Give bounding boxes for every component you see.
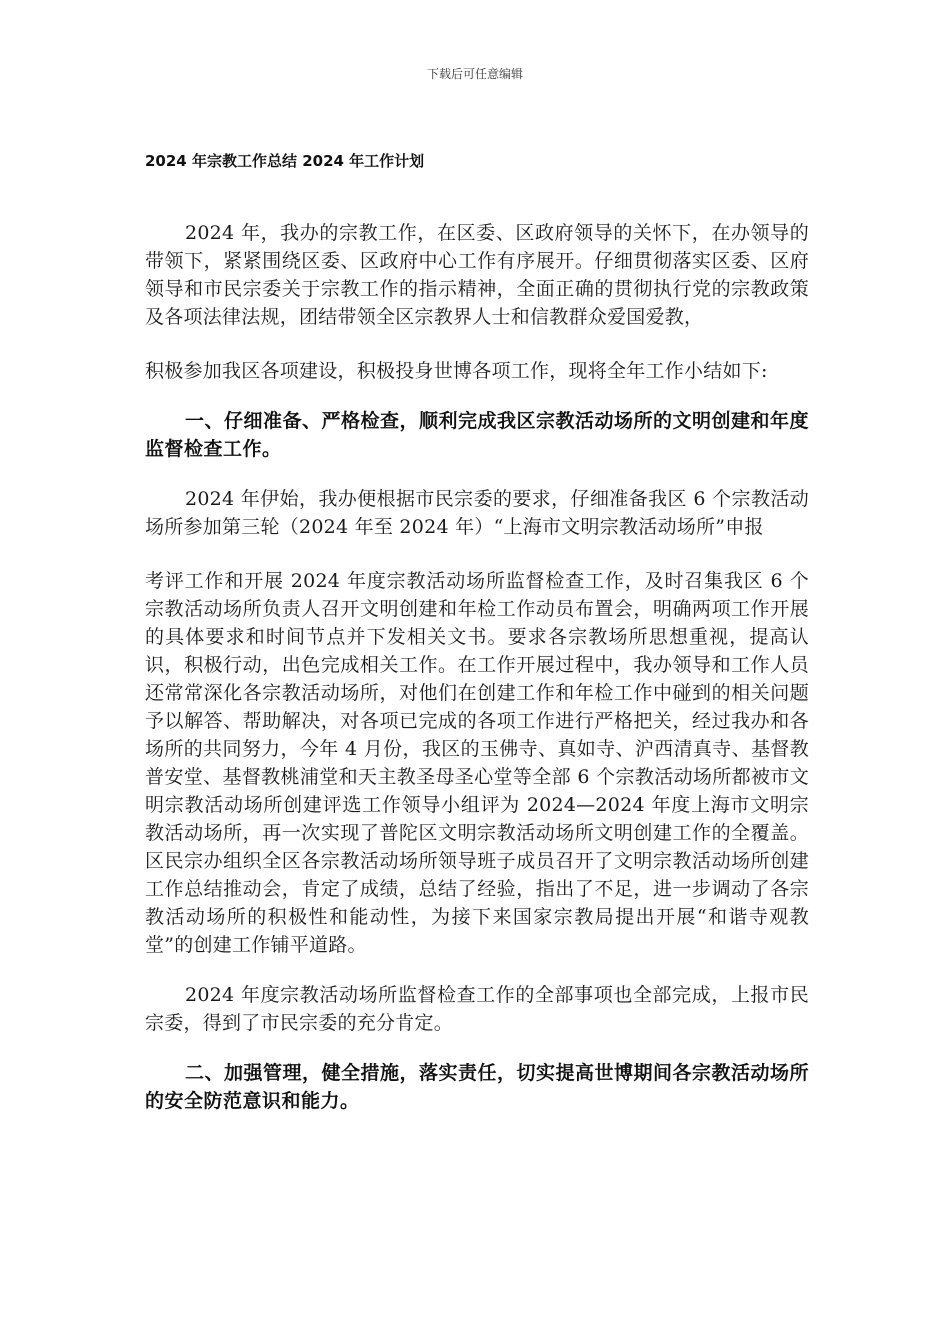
document-title: 2024 年宗教工作总结 2024 年工作计划 <box>145 152 425 170</box>
document-body <box>145 219 809 1115</box>
paragraph-section-1-b: 考评工作和开展 2024 年度宗教活动场所监督检查工作，及时召集我区 6 个宗教活动场所负责人召开文明创建和年检工作动员布置会，明确两项工作开展的具体要求和时间节点并下发相关文书。要求各宗教场所思想重视，提高认识，积极行动，出色完成相关工作。在工作开展过程中，我办领导和工作人员还常常深化各宗教活动场所，对他们在创建工作和年检工作中碰到的相关问题予以解答、帮助解决，对各项已完成的各项工作进行严格把关，经过我办和各场所的共同努力，今年 4 月份，我区的玉佛寺、真如寺、沪西清真寺、基督教普安堂、基督教桃浦堂和天主教圣母圣心堂等全部 6 个宗教活动场所都被市文明宗教活动场所创建评选工作领导小组评为 2024—2024 年度上海市文明宗教活动场所，再一次实现了普陀区文明宗教活动场所文明创建工作的全覆盖。区民宗办组织全区各宗教活动场所领导班子成员召开了文明宗教活动场所创建工作总结推动会，肯定了成绩，总结了经验，指出了不足，进一步调动了各宗教活动场所的积极性和能动性，为接下来国家宗教局提出开展“和谐寺观教堂”的创建工作铺平道路。 <box>145 570 809 956</box>
paragraph-section-1-a: 2024 年伊始，我办便根据市民宗委的要求，仔细准备我区 6 个宗教活动场所参加第三轮（2024 年至 2024 年）“上海市文明宗教活动场所”申报 <box>145 488 809 538</box>
header-note: 下载后可任意编辑 <box>426 67 523 81</box>
section-heading-1: 一、仔细准备、严格检查，顺利完成我区宗教活动场所的文明创建和年度监督检查工作。 <box>145 410 810 460</box>
paragraph-section-1-c: 2024 年度宗教活动场所监督检查工作的全部事项也全部完成，上报市民宗委，得到了市民宗委的充分肯定。 <box>145 984 809 1034</box>
paragraph-intro: 2024 年，我办的宗教工作，在区委、区政府领导的关怀下，在办领导的带领下，紧紧围绕区委、区政府中心工作有序展开。仔细贯彻落实区委、区府领导和市民宗委关于宗教工作的指示精神，全面正确的贯彻执行党的宗教政策及各项法律法规，团结带领全区宗教界人士和信教群众爱国爱教， <box>145 222 809 328</box>
paragraph-intro-continued: 积极参加我区各项建设，积极投身世博各项工作，现将全年工作小结如下: <box>145 360 768 382</box>
section-heading-2: 二、加强管理，健全措施，落实责任，切实提高世博期间各宗教活动场所的安全防范意识和能力。 <box>145 1062 810 1112</box>
